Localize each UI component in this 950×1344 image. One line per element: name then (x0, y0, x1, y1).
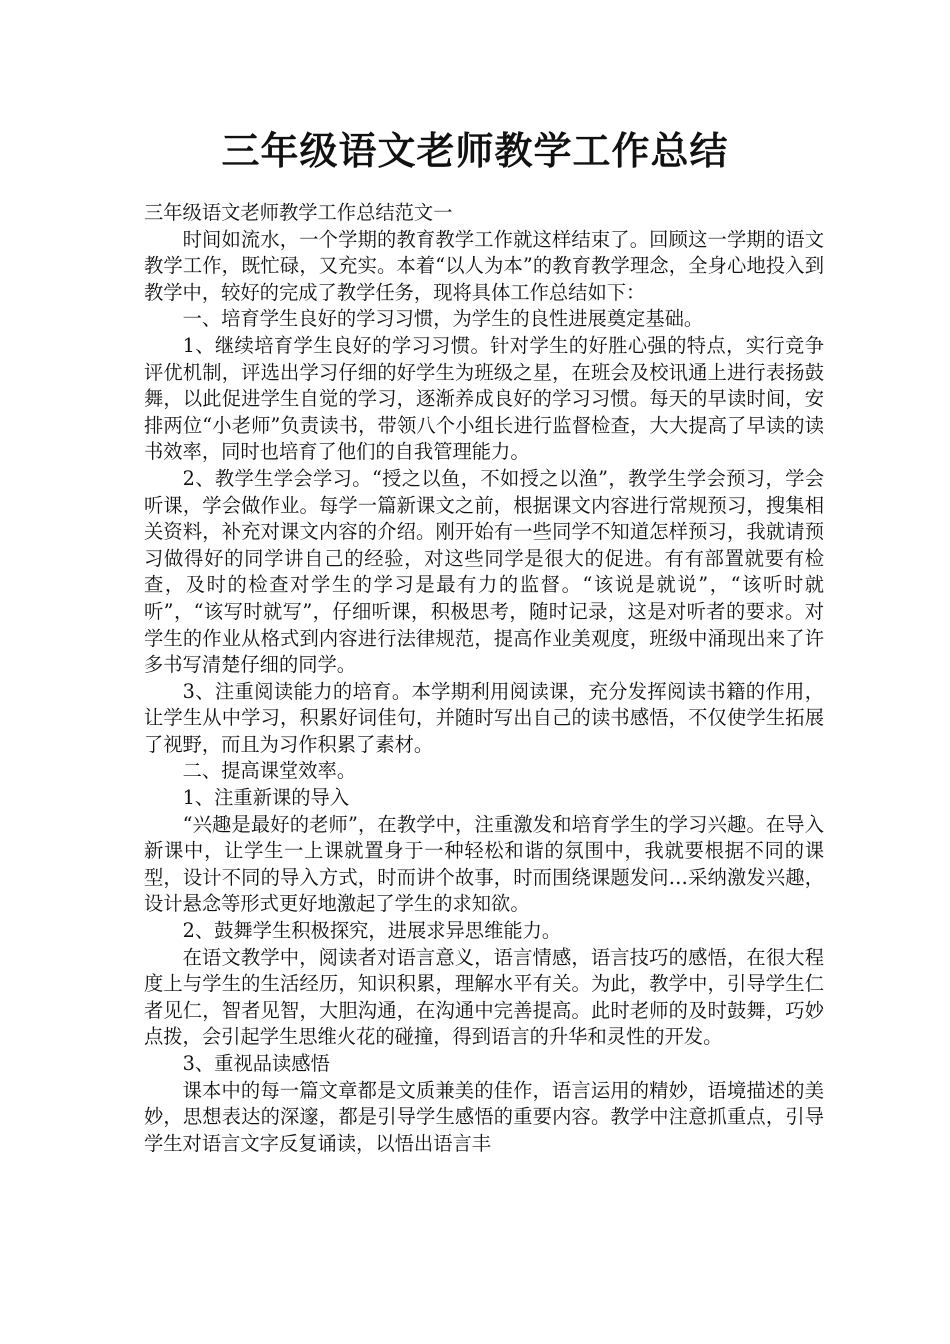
document-body (144, 200, 824, 1157)
paragraph: 2、教学生学会学习。“授之以鱼，不如授之以渔”，教学生学会预习，学会听课，学会做作业。每学一篇新课文之前，根据课文内容进行常规预习，搜集相关资料，补充对课文内容的介绍。刚开始有一些同学不知道怎样预习，我就请预习做得好的同学讲自己的经验，对这些同学是很大的促进。有有部置就要有检查，及时的检查对学生的学习是最有力的监督。“该说是就说”，“该听时就听”，“该写时就写”，仔细听课，积极思考，随时记录，这是对听者的要求。对学生的作业从格式到内容进行法律规范，提高作业美观度，班级中涌现出来了许多书写清楚仔细的同学。 (144, 466, 824, 677)
document-title: 三年级语文老师教学工作总结 (221, 128, 729, 173)
paragraph: “兴趣是最好的老师”，在教学中，注重激发和培育学生的学习兴趣。在导入新课中，让学生一上课就置身于一种轻松和谐的氛围中，我就要根据不同的课型，设计不同的导入方式，时而讲个故事，时而围绕课题发问…采纳激发兴趣，设计悬念等形式更好地激起了学生的求知欲。 (144, 812, 824, 916)
paragraph: 1、继续培育学生良好的学习习惯。针对学生的好胜心强的特点，实行竞争评优机制，评选出学习仔细的好学生为班级之星，在班会及校讯通上进行表扬鼓舞，以此促进学生自觉的学习，逐渐养成良好的学习习惯。每天的早读时间，安排两位“小老师”负责读书，带领八个小组长进行监督检查，大大提高了早读的读书效率，同时也培育了他们的自我管理能力。 (144, 333, 824, 464)
subsection-heading: 3、重视品读感悟 (182, 1052, 330, 1075)
paragraph: 时间如流水，一个学期的教育教学工作就这样结束了。回顾这一学期的语文教学工作，既忙碌，又充实。本着“以人为本”的教育教学理念，全身心地投入到教学中，较好的完成了教学任务，现将具体工作总结如下： (144, 227, 824, 304)
paragraph: 课本中的每一篇文章都是文质兼美的佳作，语言运用的精妙，语境描述的美妙，思想表达的深邃，都是引导学生感悟的重要内容。教学中注意抓重点，引导学生对语言文字反复诵读，以悟出语言丰 (144, 1078, 824, 1155)
section-heading: 二、提高课堂效率。 (182, 759, 357, 783)
paragraph: 3、注重阅读能力的培育。本学期利用阅读课，充分发挥阅读书籍的作用，让学生从中学习，积累好词佳句，并随时写出自己的读书感悟，不仅使学生拓展了视野，而且为习作积累了素材。 (144, 679, 824, 756)
paragraph: 在语文教学中，阅读者对语言意义，语言情感，语言技巧的感悟，在很大程度上与学生的生活经历，知识积累，理解水平有关。为此，教学中，引导学生仁者见仁，智者见智，大胆沟通，在沟通中完善提高。此时老师的及时鼓舞，巧妙点拨，会引起学生思维火花的碰撞，得到语言的升华和灵性的开发。 (144, 945, 824, 1049)
subsection-heading: 1、注重新课的导入 (182, 786, 350, 810)
section-heading: 一、培育学生良好的学习习惯，为学生的良性进展奠定基础。 (182, 307, 704, 331)
subsection-heading: 2、鼓舞学生积极探究，进展求异思维能力。 (182, 919, 562, 943)
document-subtitle: 三年级语文老师教学工作总结范文一 (144, 201, 453, 224)
